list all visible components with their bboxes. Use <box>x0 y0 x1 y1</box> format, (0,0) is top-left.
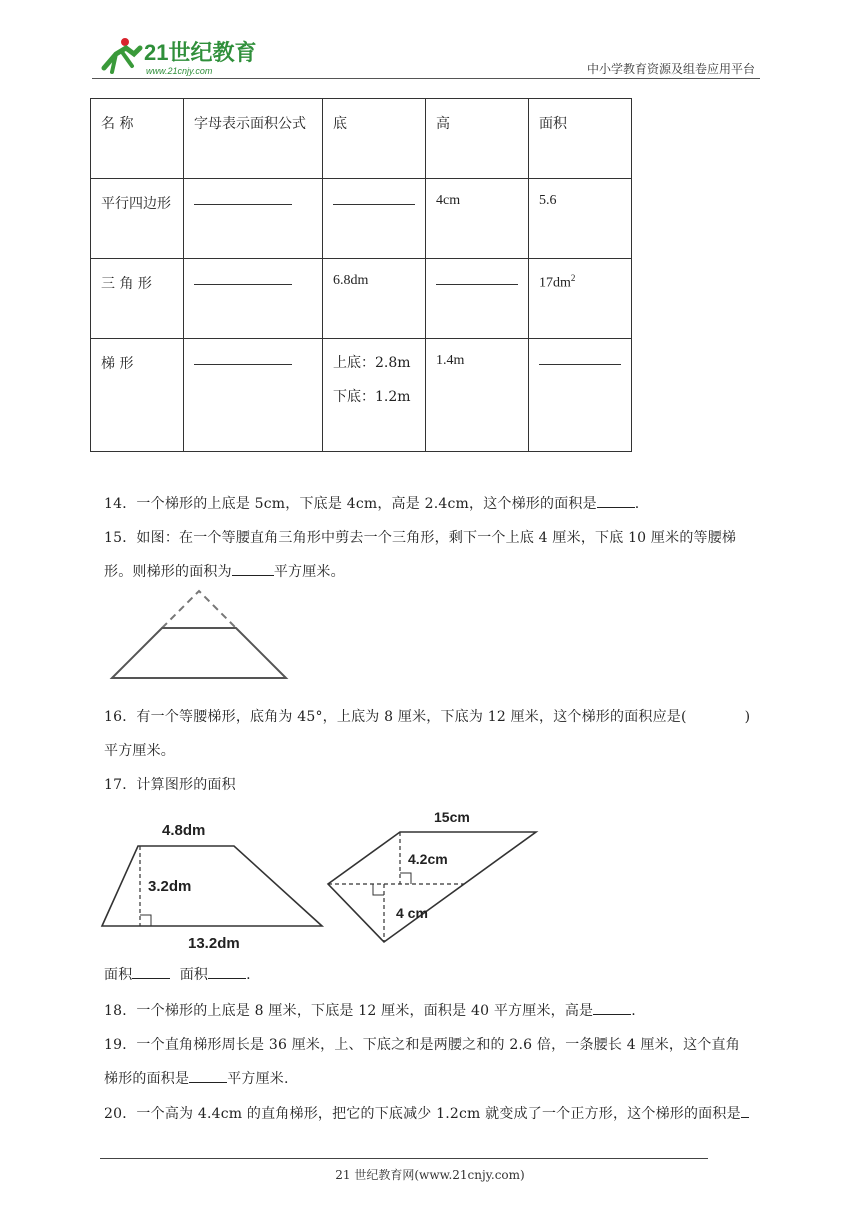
footer-text: 21 世纪教育网(www.21cnjy.com) <box>335 1168 525 1182</box>
height-cell: 4cm <box>426 179 529 259</box>
right-angle-mark-lower <box>373 884 384 895</box>
question-end: . <box>631 1003 636 1019</box>
question-15 <box>104 521 764 589</box>
trapezoid-shape <box>102 846 322 926</box>
lower-height-label: 4 cm <box>396 905 428 921</box>
question-end: . <box>634 496 640 512</box>
table-row <box>91 259 632 339</box>
figure-parallelogram-b <box>324 804 540 946</box>
right-angle-mark-upper <box>400 873 411 884</box>
question-text: 15．如图：在一个等腰直角三角形中剪去一个三角形，剩下一个上底 4 厘米，下底 10 厘米的等腰梯 <box>104 530 737 546</box>
area-value: 17dm <box>539 275 571 291</box>
answer-blank[interactable] <box>593 1002 631 1015</box>
site-logo <box>92 34 262 78</box>
th-base: 底 <box>323 99 426 179</box>
bottom-base-label: 13.2dm <box>188 935 240 952</box>
height-blank[interactable] <box>426 259 529 339</box>
answer-blank[interactable] <box>208 966 246 979</box>
header-divider <box>92 78 760 79</box>
question-20 <box>104 1097 764 1131</box>
row-name: 三 角 形 <box>91 259 184 339</box>
question-17 <box>104 768 764 802</box>
question-text: ) <box>744 709 751 725</box>
base-bottom: 下底：1.2m <box>333 389 411 405</box>
question-text: 16．有一个等腰梯形，底角为 45°，上底为 8 厘米，下底为 12 厘米，这个梯形的面积应是( <box>104 709 687 725</box>
question-14 <box>104 487 764 521</box>
question-18 <box>104 994 764 1028</box>
th-height: 高 <box>426 99 529 179</box>
area-blank[interactable] <box>529 339 632 452</box>
question-text: 14．一个梯形的上底是 5cm，下底是 4cm，高是 2.4cm，这个梯形的面积是 <box>104 496 597 512</box>
figure-trapezoid-a <box>98 816 326 956</box>
top-base-label: 4.8dm <box>162 822 206 839</box>
removed-triangle-outline <box>162 591 236 628</box>
question-text: 形。则梯形的面积为 <box>104 564 232 580</box>
table-row <box>91 339 632 452</box>
right-angle-mark <box>140 915 151 926</box>
logo-text: 21世纪教育 <box>144 40 257 65</box>
answer-label: 面积 <box>179 967 209 983</box>
upper-height-label: 4.2cm <box>408 851 448 867</box>
question-text: 平方厘米。 <box>273 564 345 580</box>
th-area: 面积 <box>529 99 632 179</box>
answer-blank[interactable] <box>741 1105 749 1118</box>
question-end: . <box>246 967 251 983</box>
question-text: 梯形的面积是 <box>104 1071 190 1087</box>
row-name: 梯 形 <box>91 339 184 452</box>
question-text: 平方厘米. <box>227 1071 289 1087</box>
answer-blank[interactable] <box>132 966 170 979</box>
question-17-answers <box>104 958 764 992</box>
platform-name: 中小学教育资源及组卷应用平台 <box>586 62 755 76</box>
row-name: 平行四边形 <box>91 179 184 259</box>
th-formula: 字母表示面积公式 <box>184 99 323 179</box>
base-cell <box>323 339 426 452</box>
question-text: 19．一个直角梯形周长是 36 厘米，上、下底之和是两腰之和的 2.6 倍，一条腰长 4 厘米，这个直角 <box>104 1037 740 1053</box>
figure-trapezoid-cut-triangle <box>108 588 292 682</box>
area-cell <box>529 259 632 339</box>
answer-blank[interactable] <box>232 563 274 576</box>
table-row <box>91 179 632 259</box>
formula-blank[interactable] <box>184 179 323 259</box>
question-16 <box>104 700 764 768</box>
isosceles-trapezoid <box>112 628 286 678</box>
base-top: 上底：2.8m <box>333 355 411 371</box>
question-text: 18．一个梯形的上底是 8 厘米，下底是 12 厘米，面积是 40 平方厘米，高是 <box>104 1003 594 1019</box>
area-cell: 5.6 <box>529 179 632 259</box>
question-19 <box>104 1028 764 1096</box>
quadrilateral-shape <box>328 832 536 942</box>
runner-logo-icon <box>104 38 140 72</box>
answer-blank[interactable] <box>189 1070 227 1083</box>
th-name: 名 称 <box>91 99 184 179</box>
question-text: 17．计算图形的面积 <box>104 777 236 793</box>
answer-blank[interactable] <box>597 495 635 508</box>
height-label: 3.2dm <box>148 878 192 895</box>
question-text: 平方厘米。 <box>104 743 175 759</box>
height-cell: 1.4m <box>426 339 529 452</box>
base-cell: 6.8dm <box>323 259 426 339</box>
question-text: 20．一个高为 4.4cm 的直角梯形，把它的下底减少 1.2cm 就变成了一个正方形，这个梯形的面积是 <box>104 1106 741 1122</box>
footer-divider <box>100 1158 708 1159</box>
area-formula-table <box>90 98 632 452</box>
top-side-label: 15cm <box>434 809 470 825</box>
formula-blank[interactable] <box>184 259 323 339</box>
logo-url-text: www.21cnjy.com <box>146 66 213 76</box>
base-blank[interactable] <box>323 179 426 259</box>
area-superscript: 2 <box>570 273 576 283</box>
answer-label: 面积 <box>104 967 133 983</box>
table-header-row <box>91 99 632 179</box>
formula-blank[interactable] <box>184 339 323 452</box>
